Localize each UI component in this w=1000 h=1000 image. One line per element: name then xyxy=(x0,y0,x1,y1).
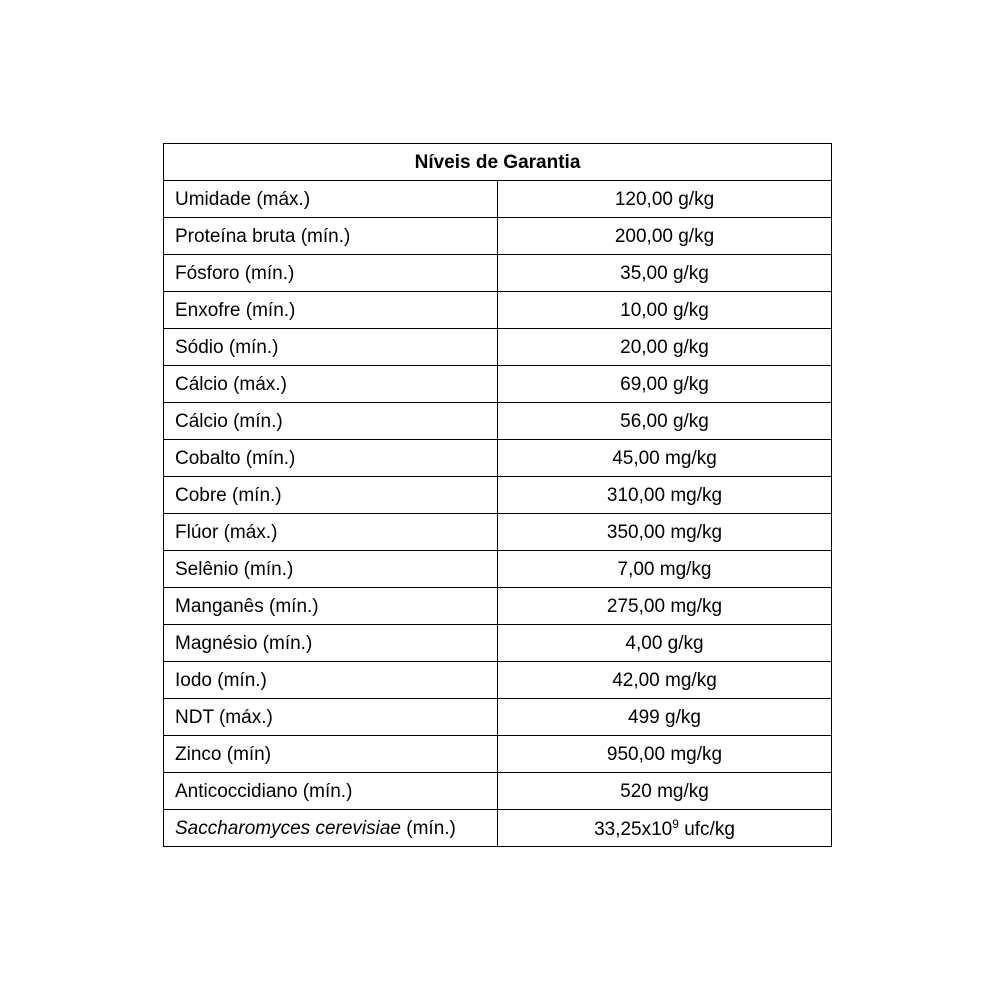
nutrient-value: 499 g/kg xyxy=(498,699,832,736)
table-row xyxy=(164,625,832,662)
table-row xyxy=(164,662,832,699)
nutrient-value: 350,00 mg/kg xyxy=(498,514,832,551)
table-title: Níveis de Garantia xyxy=(164,144,832,181)
nutrient-label: Iodo (mín.) xyxy=(164,662,498,699)
table-row xyxy=(164,403,832,440)
label-suffix: (mín.) xyxy=(400,817,456,839)
nutrient-value: 56,00 g/kg xyxy=(498,403,832,440)
nutrient-value: 275,00 mg/kg xyxy=(498,588,832,625)
nutrient-value: 45,00 mg/kg xyxy=(498,440,832,477)
nutrient-value: 35,00 g/kg xyxy=(498,255,832,292)
nutrient-label: Zinco (mín) xyxy=(164,736,498,773)
nutrient-value: 7,00 mg/kg xyxy=(498,551,832,588)
value-unit: ufc/kg xyxy=(678,818,735,840)
table-row xyxy=(164,514,832,551)
table-row xyxy=(164,329,832,366)
table-row xyxy=(164,773,832,810)
table-row xyxy=(164,255,832,292)
nutrient-value: 310,00 mg/kg xyxy=(498,477,832,514)
nutrient-label: Selênio (mín.) xyxy=(164,551,498,588)
table-row xyxy=(164,699,832,736)
nutrient-label: Enxofre (mín.) xyxy=(164,292,498,329)
nutrient-label: Cobre (mín.) xyxy=(164,477,498,514)
nutrient-value: 10,00 g/kg xyxy=(498,292,832,329)
nutrient-label: Cálcio (máx.) xyxy=(164,366,498,403)
nutrient-label: Umidade (máx.) xyxy=(164,181,498,218)
nutrient-label: Flúor (máx.) xyxy=(164,514,498,551)
value-base: 33,25x10 xyxy=(594,818,673,840)
table-body xyxy=(164,181,832,847)
table-row xyxy=(164,181,832,218)
nutrient-value: 120,00 g/kg xyxy=(498,181,832,218)
nutrient-value: 520 mg/kg xyxy=(498,773,832,810)
table-row xyxy=(164,810,832,847)
nutrient-value: 42,00 mg/kg xyxy=(498,662,832,699)
nutrient-label: Cobalto (mín.) xyxy=(164,440,498,477)
table-row xyxy=(164,551,832,588)
nutrient-value: 69,00 g/kg xyxy=(498,366,832,403)
nutrient-value: 20,00 g/kg xyxy=(498,329,832,366)
table-row xyxy=(164,477,832,514)
table-header-row xyxy=(164,144,832,181)
nutrient-label: NDT (máx.) xyxy=(164,699,498,736)
nutrient-label: Anticoccidiano (mín.) xyxy=(164,773,498,810)
nutrient-label: Fósforo (mín.) xyxy=(164,255,498,292)
table-row xyxy=(164,218,832,255)
nutrient-label: Cálcio (mín.) xyxy=(164,403,498,440)
value-exponent: 9 xyxy=(672,816,679,831)
nutrient-label: Manganês (mín.) xyxy=(164,588,498,625)
table-row xyxy=(164,440,832,477)
nutrient-value xyxy=(498,810,832,847)
table-row xyxy=(164,292,832,329)
nutrient-value: 4,00 g/kg xyxy=(498,625,832,662)
nutrient-label xyxy=(164,810,498,847)
table-row xyxy=(164,736,832,773)
table-row xyxy=(164,366,832,403)
nutrient-value: 200,00 g/kg xyxy=(498,218,832,255)
table-row xyxy=(164,588,832,625)
nutrient-value: 950,00 mg/kg xyxy=(498,736,832,773)
guarantee-levels-table xyxy=(163,143,832,847)
species-name: Saccharomyces cerevisiae xyxy=(175,817,401,839)
nutrient-label: Sódio (mín.) xyxy=(164,329,498,366)
nutrient-label: Proteína bruta (mín.) xyxy=(164,218,498,255)
nutrient-label: Magnésio (mín.) xyxy=(164,625,498,662)
